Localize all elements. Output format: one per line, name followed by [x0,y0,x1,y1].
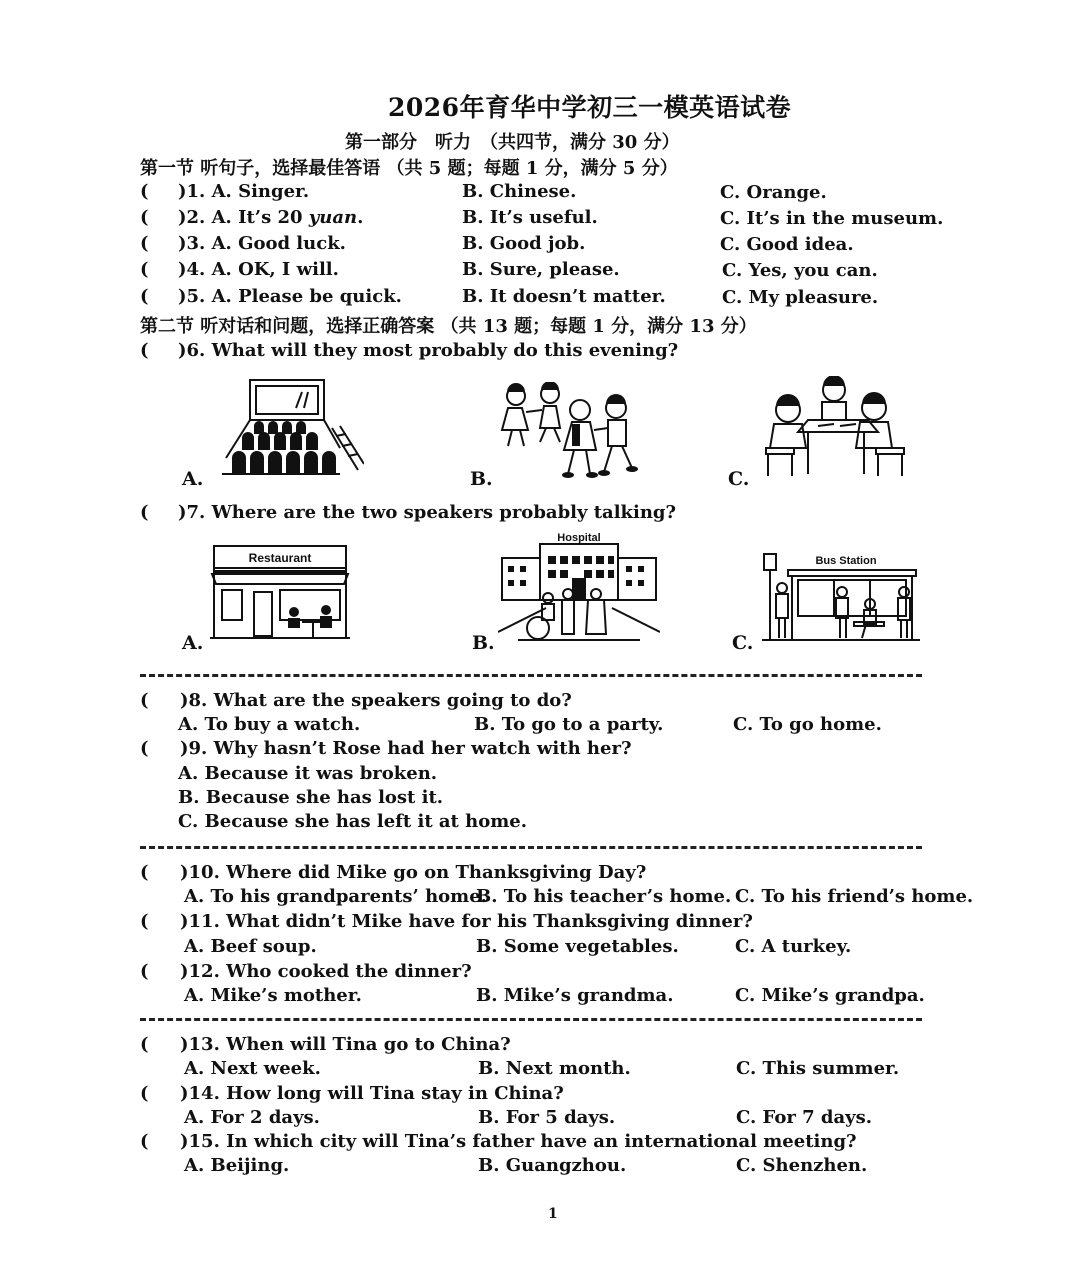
option-b: B. It’s useful. [462,207,598,228]
answer-blank[interactable]: ( [140,862,149,883]
answer-blank[interactable]: ( [140,181,149,202]
question-3: )3. A. Good luck. [178,233,346,254]
option-a-label: A. [182,468,204,490]
option-a: A. Beef soup. [184,936,317,957]
question-4: )4. A. OK, I will. [178,259,339,280]
option-b: B. Guangzhou. [478,1155,627,1176]
answer-blank[interactable]: ( [140,1083,149,1104]
part-heading: 第一部分 听力 （共四节，满分 30 分） [345,132,680,153]
option-b-label: B. [470,468,493,490]
answer-blank[interactable]: ( [140,1034,149,1055]
bus-station-picture[interactable] [762,552,920,644]
option-c: C. Orange. [720,182,827,203]
option-c: C. A turkey. [735,936,852,957]
bus-station-sign: Bus Station [815,555,877,567]
answer-blank[interactable]: ( [140,207,149,228]
answer-blank[interactable]: ( [140,259,149,280]
answer-blank[interactable]: ( [140,1131,149,1152]
option-b-label: B. [472,632,495,654]
page-title: 2026年育华中学初三一模英语试卷 [388,93,792,122]
option-b: B. Mike’s grandma. [476,985,674,1006]
option-c: C. My pleasure. [722,287,879,308]
question-2: )2. A. It’s 20 yuan. [178,207,364,228]
question-15: )15. In which city will Tina’s father have an international meeting? [180,1131,857,1152]
option-c: C. Shenzhen. [736,1155,868,1176]
hospital-picture[interactable] [498,528,660,642]
question-1: )1. A. Singer. [178,181,310,202]
option-a: A. Mike’s mother. [184,985,362,1006]
question-7: )7. Where are the two speakers probably talking? [178,502,677,523]
option-b: B. Some vegetables. [476,936,679,957]
option-a: A. To his grandparents’ home. [184,886,487,907]
option-b: B. To go to a party. [474,714,664,735]
option-b: B. Sure, please. [462,259,620,280]
answer-blank[interactable]: ( [140,286,149,307]
answer-blank[interactable]: ( [140,502,149,523]
divider [140,1018,922,1021]
question-10: )10. Where did Mike go on Thanksgiving Day? [180,862,647,883]
answer-blank[interactable]: ( [140,738,149,759]
option-a: A. Because it was broken. [178,763,438,784]
option-c: C. Mike’s grandpa. [735,985,925,1006]
option-a-label: A. [182,632,204,654]
answer-blank[interactable]: ( [140,340,149,361]
option-c: C. For 7 days. [736,1107,872,1128]
restaurant-picture[interactable] [210,544,350,640]
question-6: )6. What will they most probably do this evening? [178,340,679,361]
students-studying-picture[interactable] [758,376,914,480]
hospital-sign: Hospital [557,532,601,544]
answer-blank[interactable]: ( [140,233,149,254]
question-13: )13. When will Tina go to China? [180,1034,511,1055]
option-b: B. Chinese. [462,181,577,202]
option-a: A. Beijing. [184,1155,290,1176]
option-c: C. To go home. [733,714,882,735]
section2-heading: 第二节 听对话和问题，选择正确答案 （共 13 题；每题 1 分，满分 13 分） [140,316,757,337]
option-c: C. Because she has left it at home. [178,811,527,832]
question-9: )9. Why hasn’t Rose had her watch with her? [180,738,632,759]
restaurant-sign: Restaurant [248,551,312,565]
question-12: )12. Who cooked the dinner? [180,961,472,982]
page-number: 1 [548,1206,558,1222]
option-c-label: C. [732,632,754,654]
question-11: )11. What didn’t Mike have for his Thanksgiving dinner? [180,911,753,932]
option-b: B. To his teacher’s home. [476,886,732,907]
option-c: C. Good idea. [720,234,854,255]
question-14: )14. How long will Tina stay in China? [180,1083,564,1104]
answer-blank[interactable]: ( [140,690,149,711]
option-c: C. To his friend’s home. [735,886,974,907]
option-a: A. For 2 days. [184,1107,320,1128]
answer-blank[interactable]: ( [140,961,149,982]
option-a: A. Next week. [184,1058,321,1079]
option-b: B. It doesn’t matter. [462,286,666,307]
option-c: C. It’s in the museum. [720,208,944,229]
answer-blank[interactable]: ( [140,911,149,932]
divider [140,674,922,677]
section1-heading: 第一节 听句子，选择最佳答语 （共 5 题；每题 1 分，满分 5 分） [140,158,678,179]
question-8: )8. What are the speakers going to do? [180,690,572,711]
option-c: C. This summer. [736,1058,900,1079]
option-a: A. To buy a watch. [178,714,361,735]
dancing-children-picture[interactable] [498,382,638,486]
option-b: B. Good job. [462,233,586,254]
question-5: )5. A. Please be quick. [178,286,402,307]
option-c: C. Yes, you can. [722,260,878,281]
option-b: B. For 5 days. [478,1107,616,1128]
option-c-label: C. [728,468,750,490]
option-b: B. Next month. [478,1058,631,1079]
cinema-picture[interactable] [212,378,364,478]
divider [140,846,922,849]
option-b: B. Because she has lost it. [178,787,444,808]
